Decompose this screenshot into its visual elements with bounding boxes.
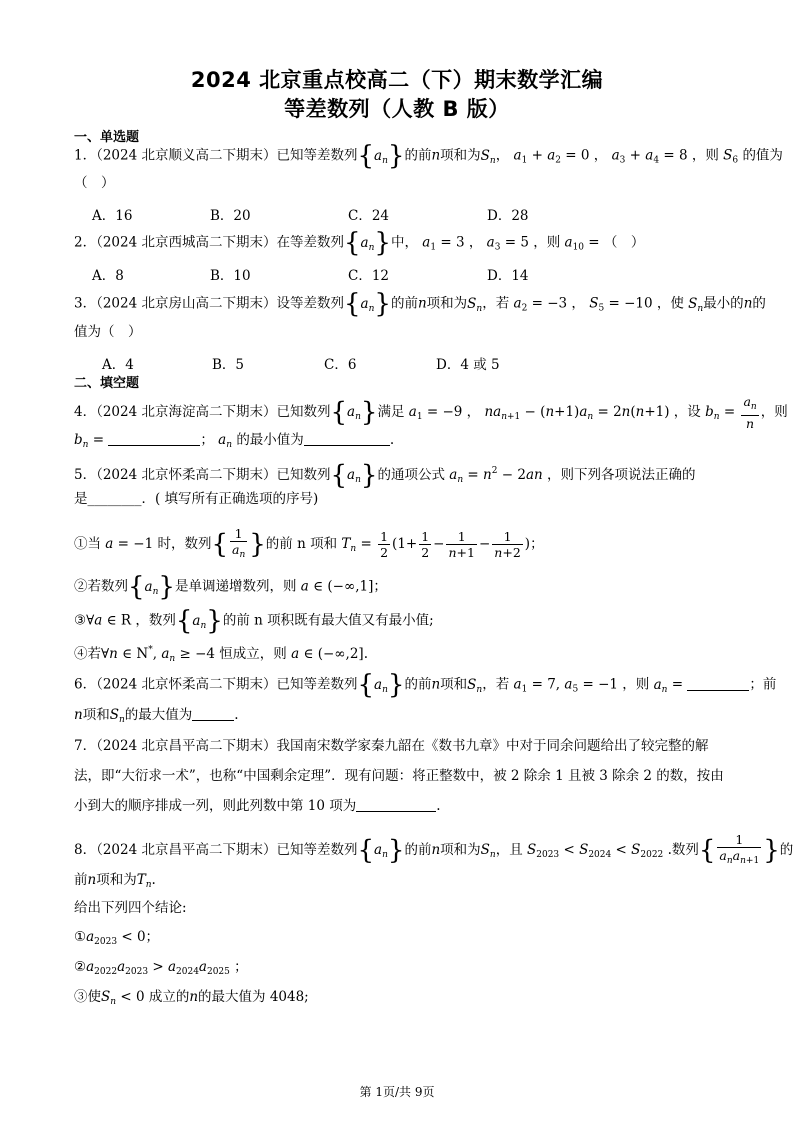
q8-conclusion-1: $①a_{2023} < 0$； xyxy=(74,929,160,947)
question-1-paren: （ ） xyxy=(74,175,115,191)
question-4-cont: $b_n$ = ； $a_n$ 的最小值为 . xyxy=(74,432,395,450)
q2-option-b[interactable]: B．10 xyxy=(210,268,251,284)
question-3-cont: 值为（ ） xyxy=(74,324,142,340)
question-2: 2．（2024 北京西城高二下期末）在等差数列$\{a_n\}$中， $a_1 = 3$ ， $a_3 = 5$ ，则 $a_{10}$ = （ ） xyxy=(74,228,645,258)
q5-statement-1: ①当 a = −1 时，数列{ $\frac{1}{a_n}$ }的前 n 项和 $T_n$ = $\frac{1}{2}$ (1+ $\frac{1}{2}$ − $\frac{1}{n+1}$ − $\frac{1}{n+2}$ )； xyxy=(74,526,544,560)
q8-conclusion-3: ③使$S_n < 0$ 成立的n的最大值为 4048; xyxy=(74,989,309,1007)
q5-statement-3: ③∀a ∈ R ，数列$\{a_n\}$的前 n 项积既有最大值又有最小值; xyxy=(74,606,434,636)
q3-option-d[interactable]: D．4 或 5 xyxy=(436,357,500,373)
q1-option-c[interactable]: C．24 xyxy=(348,208,390,224)
q3-option-a[interactable]: A．4 xyxy=(102,357,134,373)
question-8-cont: 前n项和为$T_n$. xyxy=(74,872,156,890)
question-5: 5．（2024 北京怀柔高二下期末）已知数列$\{a_n\}$的通项公式 $a_n = n^2 - 2an$ ，则下列各项说法正确的 xyxy=(74,460,696,491)
question-7-line-3: 小到大的顺序排成一列，则此列数中第 10 项为 . xyxy=(74,798,441,814)
q3-option-c[interactable]: C．6 xyxy=(324,357,357,373)
q5-statement-4: ④若∀n ∈ N*, $a_n \ge -4$ 恒成立，则 a ∈ (−∞,2]. xyxy=(74,645,368,664)
question-6-cont: n项和$S_n$的最大值为 . xyxy=(74,707,239,725)
q5-statement-2: ②若数列$\{a_n\}$是单调递增数列，则 a ∈ (−∞,1]； xyxy=(74,572,387,602)
document-subtitle: 等差数列（人教 B 版） xyxy=(284,97,510,121)
question-3: 3．（2024 北京房山高二下期末）设等差数列$\{a_n\}$的前n项和为$S_n$，若 $a_2 = -3$ ， $S_5 = -10$ ，使 $S_n$最小的n的 xyxy=(74,289,766,319)
q2-option-a[interactable]: A．8 xyxy=(92,268,124,284)
question-7-line-1: 7．（2024 北京昌平高二下期末）我国南宋数学家秦九韶在《数书九章》中对于同余问题给出了较完整的解 xyxy=(74,738,709,754)
answer-blank[interactable] xyxy=(356,799,436,812)
question-8-give: 给出下列四个结论: xyxy=(74,900,187,916)
answer-blank[interactable] xyxy=(108,433,200,446)
section-heading-single-choice: 一、单选题 xyxy=(74,130,140,145)
q1-option-b[interactable]: B．20 xyxy=(210,208,251,224)
question-1: 1．（2024 北京顺义高二下期末）已知等差数列$\{a_n\}$的前n项和为$S_n$， $a_1 + a_2 = 0$ ， $a_3 + a_4 = 8$ ，则 $S_6$ 的值为 xyxy=(74,141,783,171)
q3-option-b[interactable]: B．5 xyxy=(212,357,245,373)
q2-option-d[interactable]: D．14 xyxy=(487,268,529,284)
question-7-line-2: 法，即“大衍求一术”，也称“中国剩余定理”．现有问题：将正整数中，被 2 除余 1 且被 3 除余 2 的数，按由 xyxy=(74,768,724,784)
q1-option-a[interactable]: A．16 xyxy=(92,208,133,224)
document-title: 2024 北京重点校高二（下）期末数学汇编 xyxy=(190,68,604,92)
page-footer: 第 1页/共 9页 xyxy=(359,1085,435,1099)
answer-blank[interactable] xyxy=(687,678,749,691)
question-6: 6．（2024 北京怀柔高二下期末）已知等差数列$\{a_n\}$的前n项和$S_n$，若 $a_1 = 7$, $a_5 = -1$ ，则 $a_n$ = ；前 xyxy=(74,670,777,700)
q2-option-c[interactable]: C．12 xyxy=(348,268,390,284)
q8-conclusion-2: $②a_{2022}a_{2023} > a_{2024}a_{2025}$ ； xyxy=(74,959,248,977)
question-8: 8．（2024 北京昌平高二下期末）已知等差数列$\{a_n\}$的前n项和为$S_n$，且 $S_{2023} < S_{2024} < S_{2022}$ .数列{ $\frac{1}{a_na_{n+1}}$ }的 xyxy=(74,832,794,866)
answer-blank[interactable] xyxy=(304,433,390,446)
answer-blank[interactable] xyxy=(192,708,234,721)
q1-option-d[interactable]: D．28 xyxy=(487,208,529,224)
section-heading-fill-in: 二、填空题 xyxy=(74,376,140,391)
question-4: 4．（2024 北京海淀高二下期末）已知数列$\{a_n\}$满足 $a_1 = -9$ ， $na_{n+1} - (n+1)a_n = 2n(n+1)$ ，设 $b_n$ = $\frac{a_n}{n}$ ，则 xyxy=(74,394,788,431)
question-5-cont: 是________．( 填写所有正确选项的序号) xyxy=(74,491,319,507)
